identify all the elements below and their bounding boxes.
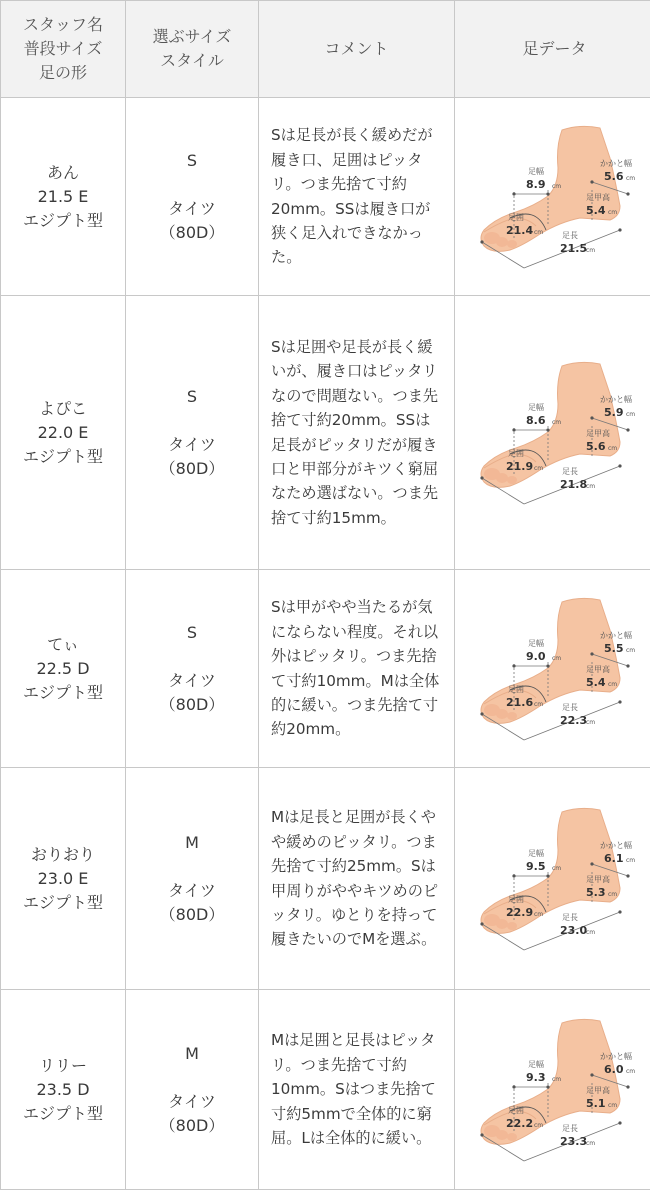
unit-instep: cm	[607, 680, 617, 688]
style-name: タイツ	[168, 434, 216, 454]
foot-shape: エジプト型	[22, 446, 103, 466]
unit-girth: cm	[533, 228, 543, 236]
label-width: 足幅	[527, 848, 544, 858]
staff-cell	[1, 768, 126, 990]
foot-data-cell	[455, 768, 650, 990]
foot-shape: エジプト型	[22, 892, 103, 912]
unit-length: cm	[585, 928, 595, 936]
style-denier: （80D）	[159, 458, 225, 478]
value-length: 21.8	[559, 477, 587, 491]
value-heel: 6.0	[603, 1062, 623, 1076]
header-foot-data: 足データ	[455, 1, 650, 98]
value-length: 23.3	[559, 1134, 587, 1148]
usual-size: 23.5 D	[36, 1079, 90, 1099]
foot-illustration	[470, 594, 640, 744]
label-instep: 足甲高	[585, 664, 610, 674]
size-style-cell	[126, 990, 259, 1190]
style-name: タイツ	[168, 670, 216, 690]
unit-girth: cm	[533, 464, 543, 472]
chosen-size: S	[186, 150, 198, 170]
foot-illustration	[470, 358, 640, 508]
label-length: 足長	[561, 702, 578, 712]
foot-illustration	[470, 1015, 640, 1165]
foot-shape-icon	[481, 362, 620, 487]
label-girth: 足囲	[507, 1105, 524, 1115]
foot-data-cell	[455, 98, 650, 296]
value-heel: 5.6	[603, 169, 623, 183]
header-foot-shape: 足の形	[38, 63, 87, 82]
style-denier: （80D）	[159, 1115, 225, 1135]
unit-girth: cm	[533, 700, 543, 708]
size-style-cell	[126, 296, 259, 570]
label-heel: かかと幅	[599, 840, 632, 850]
header-staff	[1, 1, 126, 98]
unit-heel: cm	[625, 174, 635, 182]
label-width: 足幅	[527, 638, 544, 648]
chosen-size: M	[185, 832, 199, 852]
value-girth: 21.4	[505, 223, 533, 237]
value-girth: 22.9	[505, 905, 533, 919]
header-chosen-size: 選ぶサイズ	[152, 27, 232, 46]
unit-instep: cm	[607, 1101, 617, 1109]
unit-instep: cm	[607, 890, 617, 898]
header-row	[1, 1, 650, 98]
chosen-size: S	[186, 386, 198, 406]
value-width: 9.3	[525, 1070, 545, 1084]
chosen-size: M	[185, 1043, 199, 1063]
value-heel: 6.1	[603, 851, 623, 865]
unit-length: cm	[585, 246, 595, 254]
value-width: 8.6	[525, 413, 545, 427]
foot-shape-icon	[481, 808, 620, 933]
label-instep: 足甲高	[585, 874, 610, 884]
unit-width: cm	[551, 182, 561, 190]
staff-cell	[1, 296, 126, 570]
foot-illustration	[470, 804, 640, 954]
unit-width: cm	[551, 864, 561, 872]
style-name: タイツ	[168, 880, 216, 900]
usual-size: 22.0 E	[37, 422, 89, 442]
staff-name: リリー	[38, 1055, 87, 1075]
size-style-cell	[126, 768, 259, 990]
value-width: 8.9	[525, 177, 545, 191]
label-heel: かかと幅	[599, 158, 632, 168]
label-length: 足長	[561, 466, 578, 476]
label-heel: かかと幅	[599, 394, 632, 404]
value-heel: 5.5	[603, 641, 623, 655]
value-instep: 5.4	[585, 203, 605, 217]
value-width: 9.5	[525, 859, 545, 873]
header-comment: コメント	[259, 1, 455, 98]
unit-length: cm	[585, 482, 595, 490]
label-width: 足幅	[527, 402, 544, 412]
value-girth: 21.6	[505, 695, 533, 709]
value-instep: 5.4	[585, 675, 605, 689]
unit-heel: cm	[625, 646, 635, 654]
value-girth: 22.2	[505, 1116, 533, 1130]
label-width: 足幅	[527, 166, 544, 176]
foot-shape: エジプト型	[22, 1103, 103, 1123]
unit-heel: cm	[625, 410, 635, 418]
foot-illustration	[470, 122, 640, 272]
usual-size: 22.5 D	[36, 658, 90, 678]
unit-girth: cm	[533, 1121, 543, 1129]
staff-name: よぴこ	[38, 398, 87, 418]
header-staff-name: スタッフ名	[22, 15, 103, 34]
comment-cell: Mは足長と足囲が長くやや緩めのピッタリ。つま先捨て寸約25mm。Sは甲周りがややキツめのピッタリ。ゆとりを持って履きたいのでMを選ぶ。	[259, 768, 455, 990]
value-length: 22.3	[559, 713, 587, 727]
label-heel: かかと幅	[599, 1051, 632, 1061]
header-usual-size: 普段サイズ	[23, 39, 103, 58]
unit-instep: cm	[607, 444, 617, 452]
label-girth: 足囲	[507, 448, 524, 458]
label-instep: 足甲高	[585, 428, 610, 438]
label-length: 足長	[561, 1123, 578, 1133]
foot-data-cell	[455, 570, 650, 768]
table-row	[1, 98, 650, 296]
foot-shape-icon	[481, 126, 620, 251]
value-length: 21.5	[559, 241, 587, 255]
label-girth: 足囲	[507, 684, 524, 694]
foot-shape-icon	[481, 598, 620, 723]
staff-name: てぃ	[47, 634, 79, 654]
staff-name: あん	[46, 162, 79, 182]
foot-data-cell	[455, 296, 650, 570]
staff-name: おりおり	[30, 844, 95, 864]
table-row	[1, 768, 650, 990]
table-row	[1, 990, 650, 1190]
value-instep: 5.1	[585, 1096, 605, 1110]
label-heel: かかと幅	[599, 630, 632, 640]
comment-cell: Sは足囲や足長が長く緩いが、履き口はピッタリなので問題ない。つま先捨て寸約20mm。SSは足長がピッタリだが履き口と甲部分がキツく窮屈なため選ばない。つま先捨て寸約15mm。	[259, 296, 455, 570]
comment-cell: Sは足長が長く緩めだが履き口、足囲はピッタリ。つま先捨て寸約20mm。SSは履き口が狭く足入れできなかった。	[259, 98, 455, 296]
label-instep: 足甲高	[585, 1085, 610, 1095]
value-instep: 5.3	[585, 885, 605, 899]
foot-data-cell	[455, 990, 650, 1190]
unit-width: cm	[551, 418, 561, 426]
label-length: 足長	[561, 230, 578, 240]
value-girth: 21.9	[505, 459, 533, 473]
value-width: 9.0	[525, 649, 545, 663]
header-size-style	[126, 1, 259, 98]
label-girth: 足囲	[507, 212, 524, 222]
staff-cell	[1, 570, 126, 768]
unit-heel: cm	[625, 856, 635, 864]
unit-length: cm	[585, 1139, 595, 1147]
size-style-cell	[126, 570, 259, 768]
value-length: 23.0	[559, 923, 587, 937]
table-row	[1, 296, 650, 570]
comment-cell: Sは甲がやや当たるが気にならない程度。それ以外はピッタリ。つま先捨て寸約10mm。Mは全体的に緩い。つま先捨て寸約20mm。	[259, 570, 455, 768]
style-denier: （80D）	[159, 904, 225, 924]
foot-shape: エジプト型	[22, 210, 103, 230]
comment-cell: Mは足囲と足長はピッタリ。つま先捨て寸約10mm。Sはつま先捨て寸約5mmで全体的に窮屈。Lは全体的に緩い。	[259, 990, 455, 1190]
table-row	[1, 570, 650, 768]
style-denier: （80D）	[159, 694, 225, 714]
value-heel: 5.9	[603, 405, 623, 419]
style-name: タイツ	[168, 1091, 216, 1111]
unit-length: cm	[585, 718, 595, 726]
label-width: 足幅	[527, 1059, 544, 1069]
style-denier: （80D）	[159, 222, 225, 242]
unit-girth: cm	[533, 910, 543, 918]
unit-width: cm	[551, 1075, 561, 1083]
foot-shape-icon	[481, 1019, 620, 1144]
staff-cell	[1, 98, 126, 296]
label-girth: 足囲	[507, 894, 524, 904]
foot-shape: エジプト型	[22, 682, 103, 702]
staff-cell	[1, 990, 126, 1190]
unit-heel: cm	[625, 1067, 635, 1075]
usual-size: 21.5 E	[37, 186, 89, 206]
chosen-size: S	[186, 622, 198, 642]
unit-instep: cm	[607, 208, 617, 216]
label-length: 足長	[561, 912, 578, 922]
header-style: スタイル	[160, 51, 224, 70]
style-name: タイツ	[168, 198, 216, 218]
value-instep: 5.6	[585, 439, 605, 453]
unit-width: cm	[551, 654, 561, 662]
label-instep: 足甲高	[585, 192, 610, 202]
size-style-cell	[126, 98, 259, 296]
usual-size: 23.0 E	[37, 868, 89, 888]
